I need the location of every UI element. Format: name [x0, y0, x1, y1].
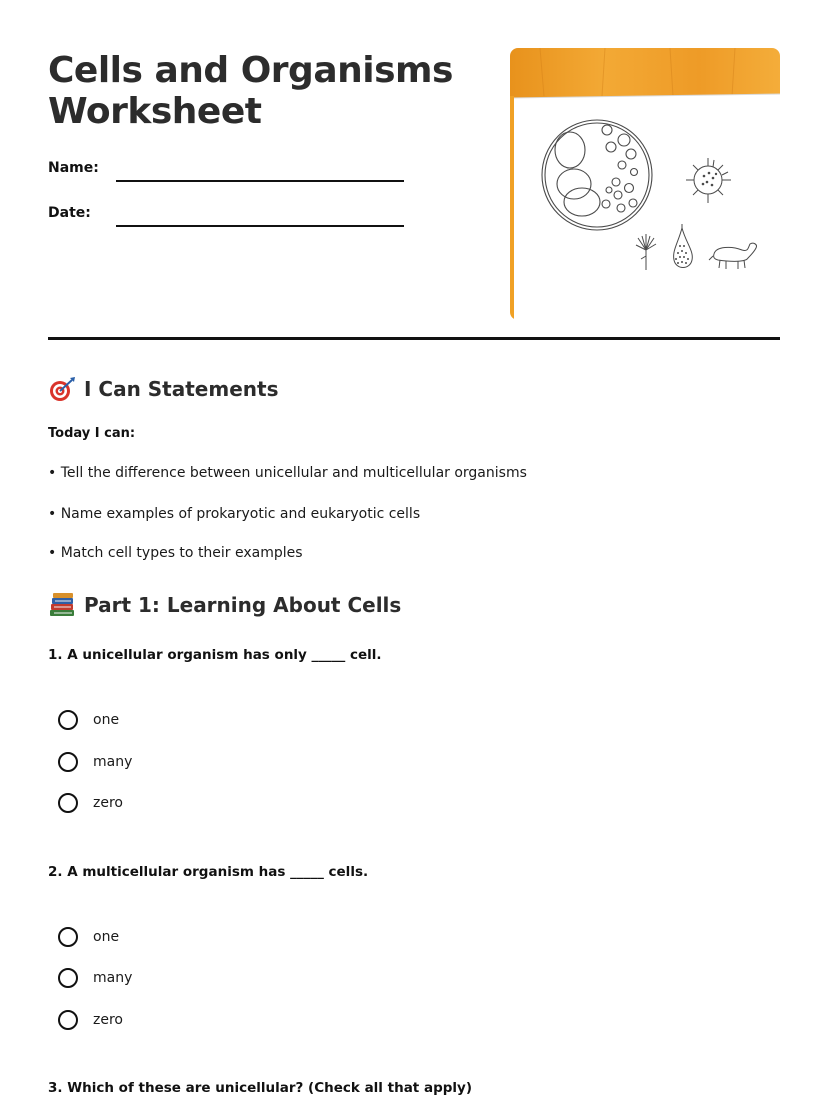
section-divider: [48, 337, 780, 340]
books-icon: [48, 592, 76, 618]
date-label: Date:: [48, 205, 91, 221]
i-can-heading-text: I Can Statements: [84, 377, 279, 401]
option-label: one: [93, 712, 120, 728]
i-can-item: • Match cell types to their examples: [48, 545, 303, 561]
i-can-item: • Tell the difference between unicellular and multicellular organisms: [48, 465, 527, 481]
q2-option-many[interactable]: [58, 966, 132, 990]
q1-option-many[interactable]: [58, 750, 132, 774]
i-can-item: • Name examples of prokaryotic and eukaryotic cells: [48, 506, 421, 522]
worksheet-title: [48, 50, 488, 132]
q2-option-one[interactable]: [58, 925, 119, 949]
option-label: many: [93, 754, 133, 770]
radio-button[interactable]: [58, 710, 78, 730]
radio-button[interactable]: [58, 752, 78, 772]
cells-illustration: [510, 48, 780, 320]
part1-heading: [48, 592, 401, 618]
radio-button[interactable]: [58, 793, 78, 813]
date-field[interactable]: [116, 225, 404, 227]
option-label: zero: [93, 1012, 123, 1028]
q1-option-one[interactable]: [58, 708, 119, 732]
radio-button[interactable]: [58, 1010, 78, 1030]
title-line-1: Cells and Organisms: [48, 50, 453, 91]
part1-heading-text: Part 1: Learning About Cells: [84, 593, 402, 617]
i-can-heading: [48, 376, 278, 402]
name-field[interactable]: [116, 180, 404, 182]
radio-button[interactable]: [58, 968, 78, 988]
option-label: one: [93, 929, 120, 945]
target-icon: [48, 376, 76, 402]
today-i-can-label: Today I can:: [48, 426, 136, 441]
question-2: 2. A multicellular organism has _____ cells.: [48, 864, 369, 880]
q2-option-zero[interactable]: [58, 1008, 123, 1032]
question-1: 1. A unicellular organism has only _____ cell.: [48, 647, 382, 663]
option-label: zero: [93, 795, 123, 811]
name-label: Name:: [48, 160, 99, 176]
title-line-2: Worksheet: [48, 91, 262, 132]
q1-option-zero[interactable]: [58, 791, 123, 815]
option-label: many: [93, 970, 133, 986]
radio-button[interactable]: [58, 927, 78, 947]
question-3: 3. Which of these are unicellular? (Check all that apply): [48, 1080, 472, 1096]
